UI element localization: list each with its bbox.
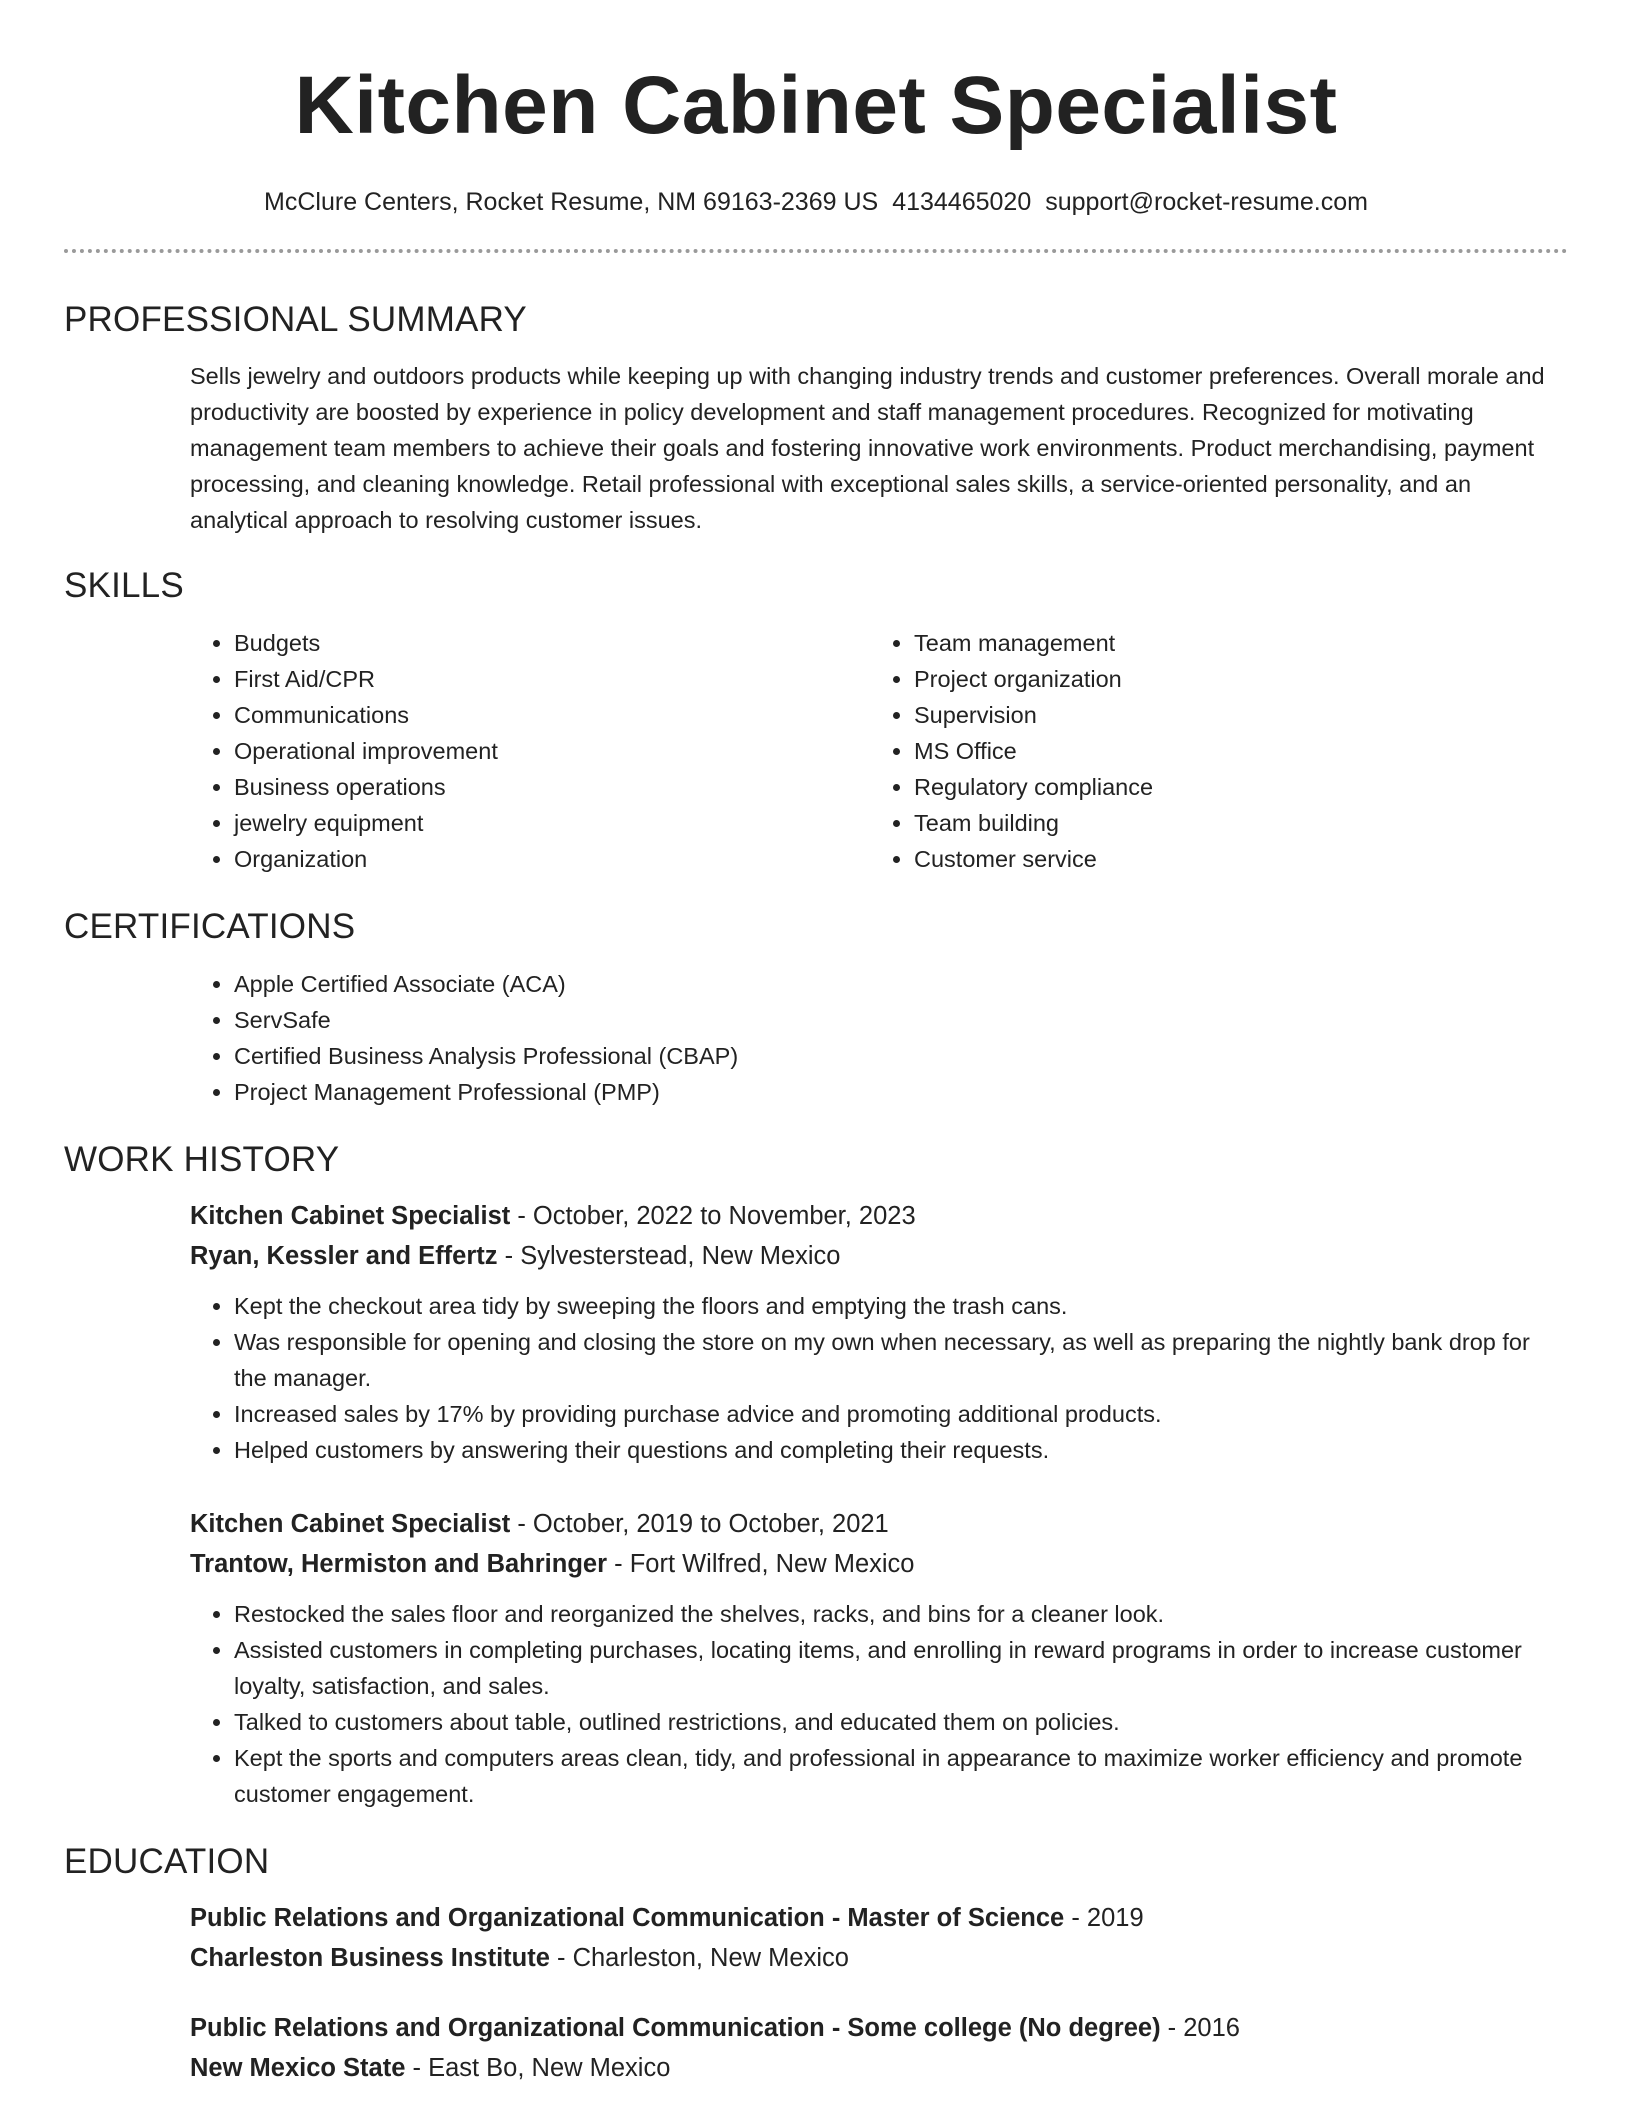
- job-role-line: [190, 1504, 1568, 1544]
- skill-item: • MS Office: [914, 733, 1550, 769]
- summary-title: PROFESSIONAL SUMMARY: [64, 300, 527, 339]
- summary-text: Sells jewelry and outdoors products while keeping up with changing industry trends and customer preferences. Overall morale and productivity are boosted by experience in policy development and staff management procedures. Recognized for motivating management team members to achieve their goals and fostering innovative work environments. Product merchandising, payment processing, and cleaning knowledge. Retail professional with exceptional sales skills, a service-oriented personality, and an analytical approach to resolving customer issues.: [190, 363, 1545, 533]
- job-dates: - October, 2022 to November, 2023: [510, 1202, 916, 1230]
- skill-item: • Supervision: [914, 697, 1550, 733]
- skills-grid: [190, 625, 1568, 877]
- education-degree: Public Relations and Organizational Communication - Master of Science: [190, 1904, 1065, 1932]
- skill-item: • Communications: [234, 697, 870, 733]
- job-bullet: • Restocked the sales floor and reorganized the shelves, racks, and bins for a cleaner look.: [234, 1596, 1568, 1632]
- certification-item: • Certified Business Analysis Professional (CBAP): [234, 1038, 1568, 1074]
- education-entry: [190, 2008, 1568, 2088]
- job-entry: [190, 1196, 1568, 1468]
- job-role-line: [190, 1196, 1568, 1236]
- skills-column-right: [870, 625, 1550, 877]
- skill-item: • Budgets: [234, 625, 870, 661]
- education-location: - East Bo, New Mexico: [405, 2054, 671, 2082]
- job-bullet: • Assisted customers in completing purchases, locating items, and enrolling in reward programs in order to increase customer loyalty, satisfaction, and sales.: [234, 1632, 1568, 1704]
- job-role: Kitchen Cabinet Specialist: [190, 1202, 511, 1230]
- education-degree-line: [190, 1898, 1568, 1938]
- education-year: - 2019: [1064, 1904, 1144, 1932]
- skills-section: [64, 564, 1568, 877]
- skills-title: SKILLS: [64, 566, 184, 605]
- skill-item: • Team building: [914, 805, 1550, 841]
- work-history-title: WORK HISTORY: [64, 1140, 340, 1179]
- education-year: - 2016: [1160, 2014, 1240, 2042]
- skill-item: • First Aid/CPR: [234, 661, 870, 697]
- certification-item: • ServSafe: [234, 1002, 1568, 1038]
- job-company: Trantow, Hermiston and Bahringer: [190, 1550, 608, 1578]
- skill-item: • jewelry equipment: [234, 805, 870, 841]
- certifications-section: [64, 905, 1568, 1110]
- education-school-line: [190, 1938, 1568, 1978]
- job-entry: [190, 1504, 1568, 1812]
- job-bullet: • Helped customers by answering their questions and completing their requests.: [234, 1432, 1568, 1468]
- contact-email: support@rocket-resume.com: [1045, 188, 1368, 216]
- education-school: New Mexico State: [190, 2054, 406, 2082]
- education-degree: Public Relations and Organizational Communication - Some college (No degree): [190, 2014, 1161, 2042]
- job-company-line: [190, 1236, 1568, 1276]
- job-location: - Sylvesterstead, New Mexico: [497, 1242, 841, 1270]
- job-dates: - October, 2019 to October, 2021: [510, 1510, 889, 1538]
- skill-item: • Team management: [914, 625, 1550, 661]
- certifications-title: CERTIFICATIONS: [64, 907, 356, 946]
- job-bullet: • Kept the sports and computers areas clean, tidy, and professional in appearance to maximize worker efficiency and promote customer engagement.: [234, 1740, 1568, 1812]
- job-location: - Fort Wilfred, New Mexico: [607, 1550, 915, 1578]
- work-history-section: [64, 1138, 1568, 1812]
- skill-item: • Customer service: [914, 841, 1550, 877]
- job-bullet: • Kept the checkout area tidy by sweeping the floors and emptying the trash cans.: [234, 1288, 1568, 1324]
- certification-item: • Apple Certified Associate (ACA): [234, 966, 1568, 1002]
- skill-item: • Business operations: [234, 769, 870, 805]
- summary-body: [190, 358, 1568, 538]
- education-school: Charleston Business Institute: [190, 1944, 550, 1972]
- job-company-line: [190, 1544, 1568, 1584]
- education-degree-line: [190, 2008, 1568, 2048]
- contact-phone: 4134465020: [892, 188, 1032, 216]
- education-location: - Charleston, New Mexico: [549, 1944, 849, 1972]
- certifications-body: [190, 966, 1568, 1110]
- contact-address: McClure Centers, Rocket Resume, NM 69163-2369 US: [264, 188, 879, 216]
- job-bullet: • Talked to customers about table, outlined restrictions, and educated them on policies.: [234, 1704, 1568, 1740]
- education-school-line: [190, 2048, 1568, 2088]
- skill-item: • Operational improvement: [234, 733, 870, 769]
- education-title: EDUCATION: [64, 1842, 270, 1881]
- header-divider: [64, 249, 1568, 253]
- skill-item: • Organization: [234, 841, 870, 877]
- skill-item: • Project organization: [914, 661, 1550, 697]
- job-role: Kitchen Cabinet Specialist: [190, 1510, 511, 1538]
- education-entry: [190, 1898, 1568, 1978]
- job-company: Ryan, Kessler and Effertz: [190, 1242, 498, 1270]
- job-bullet: • Was responsible for opening and closing the store on my own when necessary, as well as preparing the nightly bank drop for the manager.: [234, 1324, 1568, 1396]
- job-bullet: • Increased sales by 17% by providing purchase advice and promoting additional products.: [234, 1396, 1568, 1432]
- education-section: [64, 1840, 1568, 2088]
- skill-item: • Regulatory compliance: [914, 769, 1550, 805]
- skills-column-left: [190, 625, 870, 877]
- resume-name: Kitchen Cabinet Specialist: [294, 60, 1338, 151]
- summary-section: [64, 298, 1568, 538]
- certification-item: • Project Management Professional (PMP): [234, 1074, 1568, 1110]
- contact-line: [0, 186, 1632, 218]
